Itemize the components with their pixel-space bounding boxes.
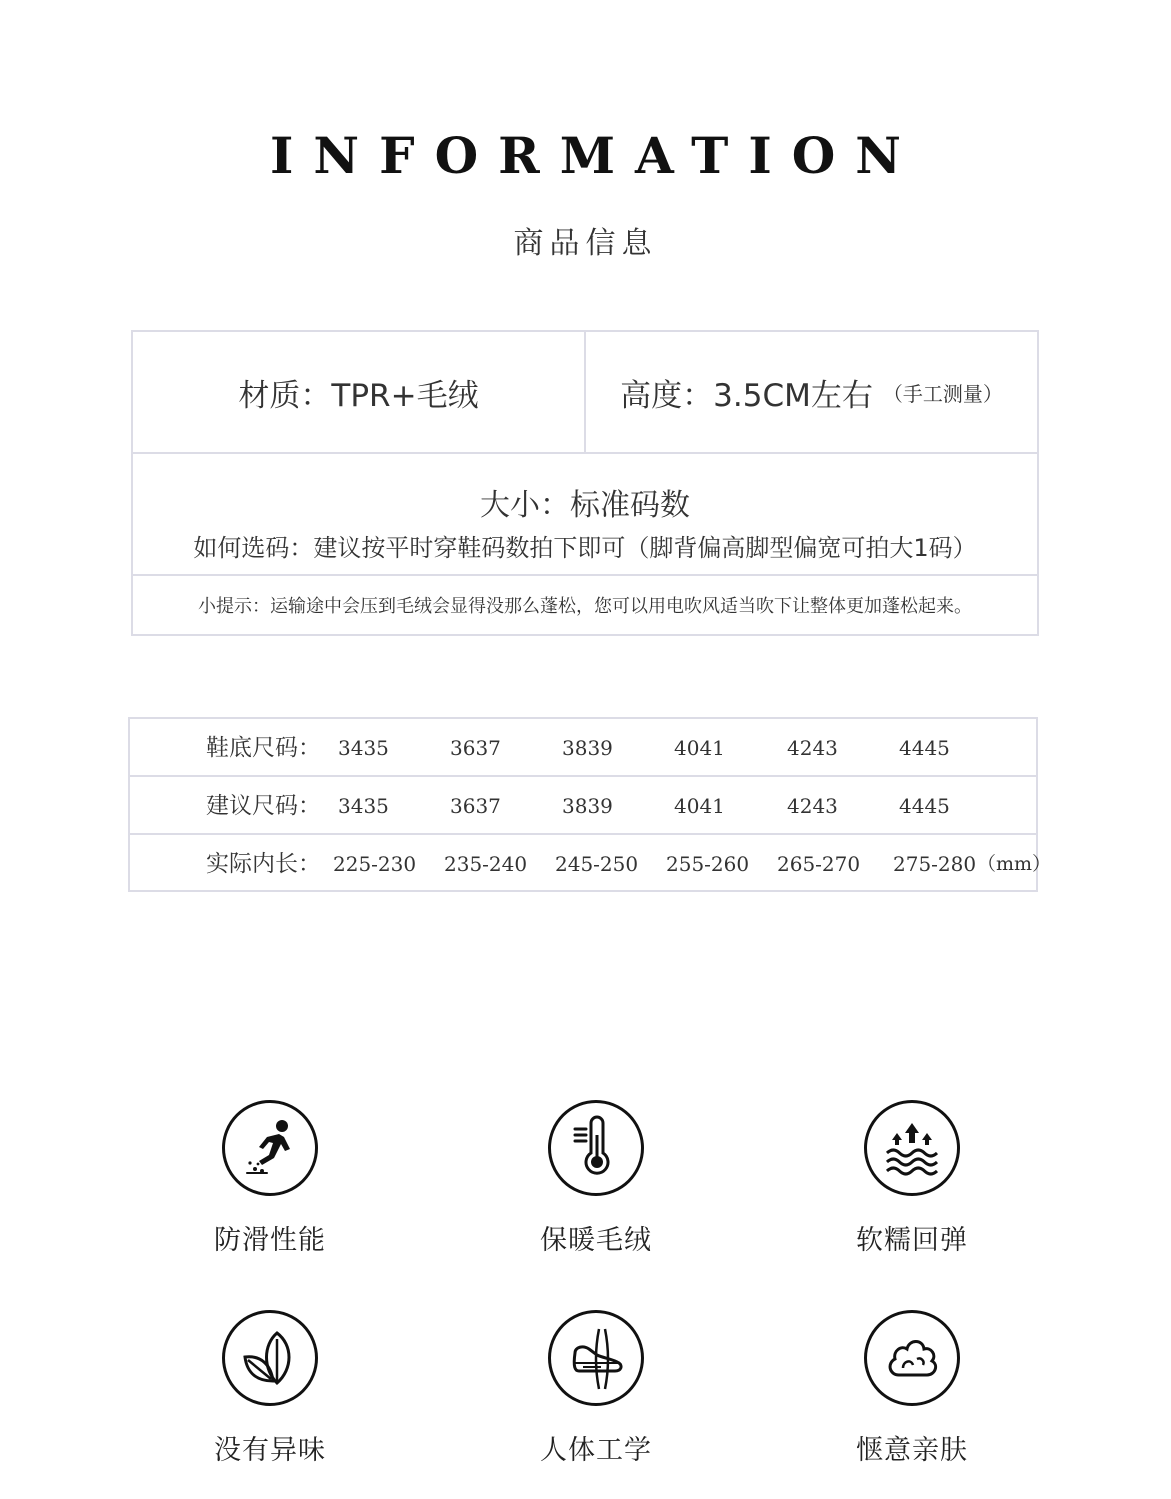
info-row-tip: [133, 576, 1037, 634]
info-row-size: [133, 454, 1037, 576]
table-row: [130, 835, 1052, 893]
table-cell: 3435: [338, 736, 389, 760]
table-cell: 275-280: [893, 852, 977, 876]
table-cell: 3839: [562, 736, 613, 760]
feature-label: 防滑性能: [214, 1225, 326, 1256]
feature-label: 人体工学: [540, 1435, 652, 1466]
leaf-icon: [222, 1310, 318, 1406]
table-cell: 4445: [899, 736, 950, 760]
feature-label: 软糯回弹: [856, 1225, 968, 1256]
feature-label: 没有异味: [214, 1435, 326, 1466]
feature-no-odor: [160, 1310, 380, 1467]
table-cell: 4041: [674, 794, 725, 818]
size-how: 如何选码：建议按平时穿鞋码数拍下即可（脚背偏高脚型偏宽可拍大1码）: [193, 534, 977, 562]
rebound-icon: [864, 1100, 960, 1196]
row-label: 实际内长：: [206, 851, 321, 877]
feature-warm: [486, 1100, 706, 1257]
foot-icon: [548, 1310, 644, 1406]
info-row-material-height: [133, 332, 1037, 454]
cloud-icon: [864, 1310, 960, 1406]
table-cell: 255-260: [666, 852, 750, 876]
table-cell: 4243: [787, 736, 838, 760]
row-label: 鞋底尺码：: [206, 735, 321, 761]
table-cell: 235-240: [444, 852, 528, 876]
feature-rebound: [802, 1100, 1022, 1257]
height-cell: [586, 332, 1037, 452]
table-cell: 3435: [338, 794, 389, 818]
size-title: 大小：标准码数: [480, 488, 690, 523]
unit-label: （mm）: [977, 853, 1052, 875]
page-subtitle: 商品信息: [513, 226, 658, 261]
table-cell: 3839: [562, 794, 613, 818]
feature-label: 保暖毛绒: [540, 1225, 652, 1256]
table-cell: 265-270: [777, 852, 861, 876]
feature-label: 惬意亲肤: [856, 1435, 968, 1466]
table-cell: 245-250: [555, 852, 639, 876]
table-cell: 4243: [787, 794, 838, 818]
row-label: 建议尺码：: [206, 793, 321, 819]
table-cell: 3637: [450, 794, 501, 818]
table-row: [130, 719, 1036, 777]
table-cell: 4041: [674, 736, 725, 760]
table-cell: 225-230: [333, 852, 417, 876]
material-text: 材质：TPR+毛绒: [238, 377, 479, 414]
page-title: INFORMATION: [270, 126, 921, 185]
feature-skin-friendly: [802, 1310, 1022, 1467]
tip-text: 小提示：运输途中会压到毛绒会显得没那么蓬松，您可以用电吹风适当吹下让整体更加蓬松起来。: [198, 596, 972, 617]
thermometer-icon: [548, 1100, 644, 1196]
info-table: [131, 330, 1039, 636]
table-cell: 3637: [450, 736, 501, 760]
height-note: （手工测量）: [882, 381, 1003, 406]
material-cell: [133, 332, 586, 452]
height-text: 高度：3.5CM左右: [620, 377, 873, 414]
slip-icon: [222, 1100, 318, 1196]
table-cell: 4445: [899, 794, 950, 818]
table-row: [130, 777, 1036, 835]
size-table: [128, 717, 1052, 892]
feature-anti-slip: [160, 1100, 380, 1257]
feature-ergonomic: [486, 1310, 706, 1467]
